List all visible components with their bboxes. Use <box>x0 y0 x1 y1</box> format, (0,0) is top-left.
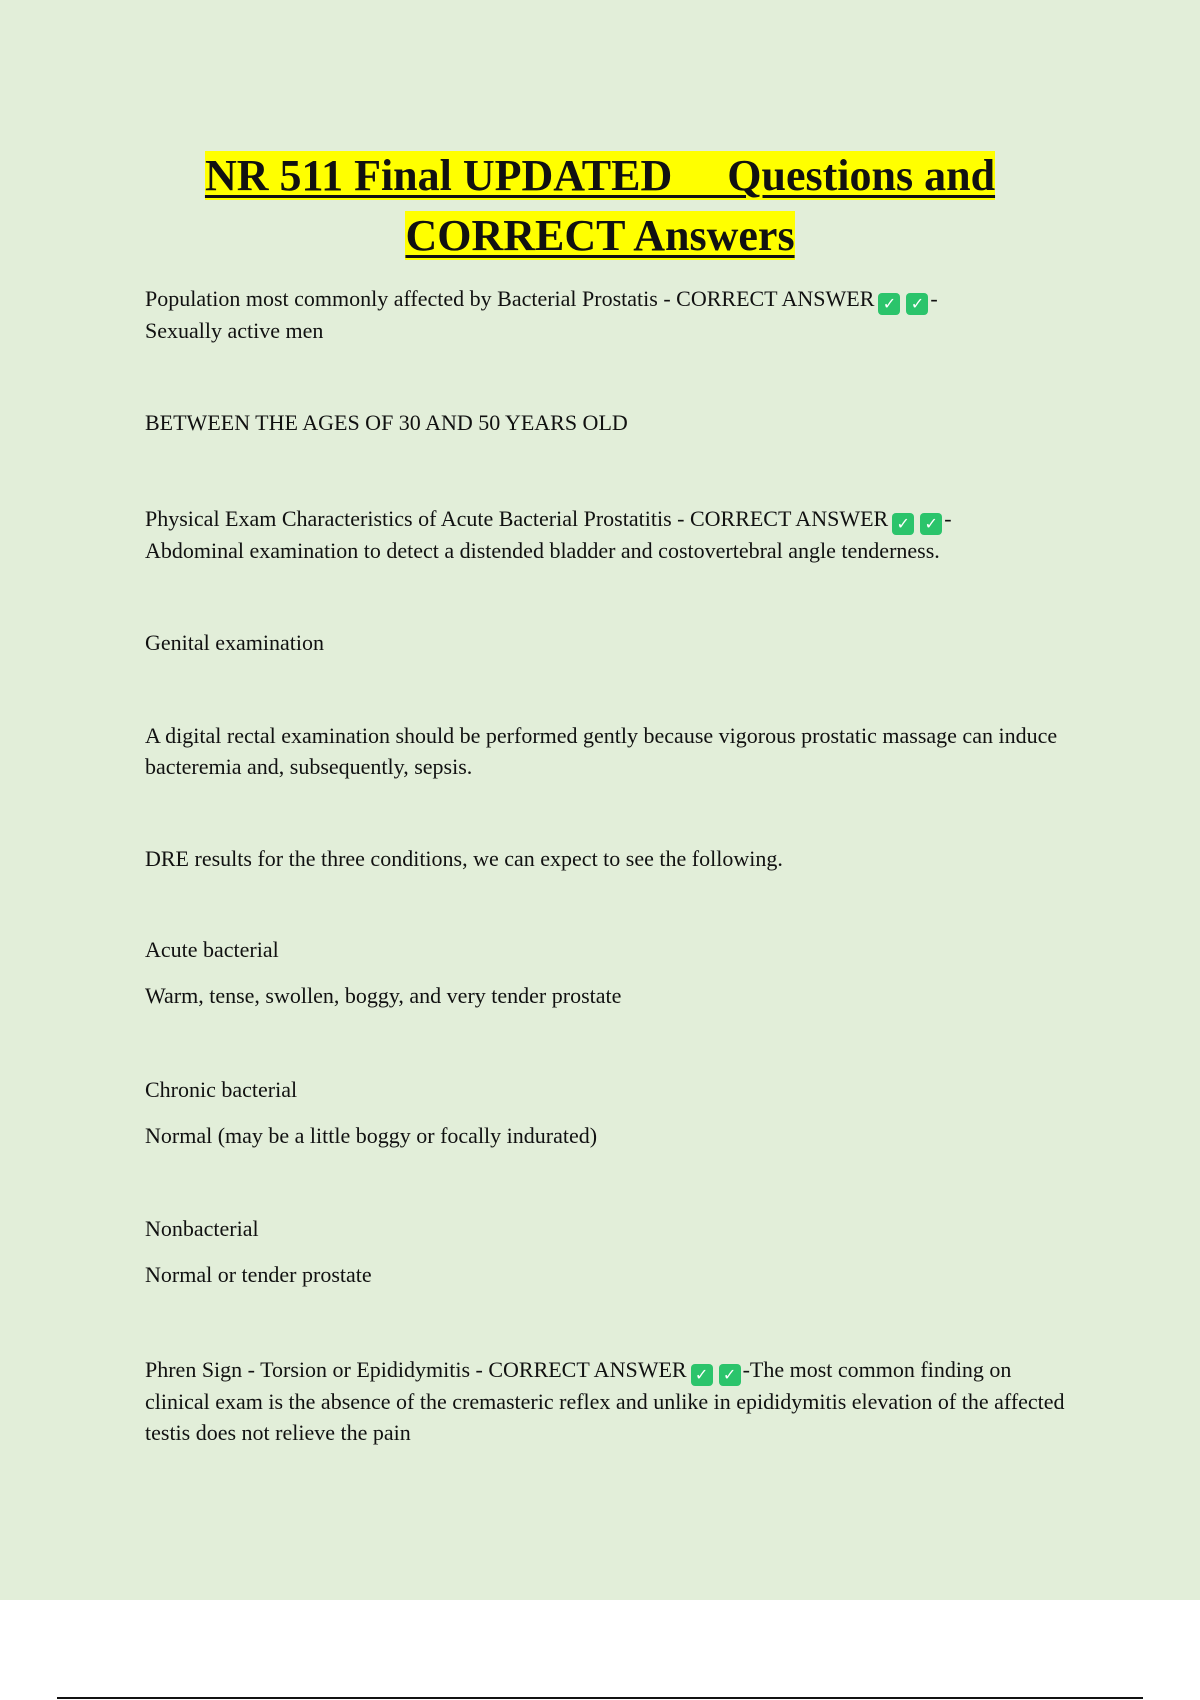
condition-heading: Chronic bacterial <box>145 1077 298 1102</box>
check-mark-icon: ✓ <box>691 1364 713 1386</box>
condition-heading: Nonbacterial <box>145 1216 259 1241</box>
condition-heading: Acute bacterial <box>145 937 279 962</box>
question-paragraph <box>145 283 1080 346</box>
check-mark-icon: ✓ <box>920 513 942 535</box>
body-paragraph: BETWEEN THE AGES OF 30 AND 50 YEARS OLD <box>145 410 628 435</box>
check-mark-icon: ✓ <box>906 293 928 315</box>
condition-finding: Normal (may be a little boggy or focally indurated) <box>145 1123 598 1148</box>
title-line-1: NR 511 Final UPDATED Questions and <box>204 151 996 200</box>
document-title <box>0 146 1200 266</box>
footer-divider <box>57 1697 1143 1699</box>
title-line-2: CORRECT Answers <box>405 211 795 260</box>
check-mark-icon: ✓ <box>719 1364 741 1386</box>
check-mark-icon: ✓ <box>892 513 914 535</box>
answer-text: Abdominal examination to detect a distended bladder and costovertebral angle tenderness. <box>145 538 940 563</box>
answer-text: Sexually active men <box>145 318 324 343</box>
question-paragraph <box>145 1354 1080 1448</box>
condition-finding: Warm, tense, swollen, boggy, and very tender prostate <box>145 983 622 1008</box>
question-text: Physical Exam Characteristics of Acute Bacterial Prostatitis - CORRECT ANSWER <box>145 506 889 531</box>
question-text: Population most commonly affected by Bacterial Prostatis - CORRECT ANSWER <box>145 286 875 311</box>
question-paragraph <box>145 503 1080 566</box>
answer-text: -The most common finding on clinical exam is the absence of the cremasteric reflex and unlike in epididymitis elevation of the affected testis does not relieve the pain <box>145 1357 1065 1445</box>
answer-dash: - <box>930 286 938 311</box>
answer-dash: - <box>944 506 952 531</box>
body-paragraph: A digital rectal examination should be performed gently because vigorous prostatic massage can induce bacteremia and, subsequently, sepsis. <box>145 723 1058 779</box>
body-paragraph: Genital examination <box>145 630 324 655</box>
body-paragraph: DRE results for the three conditions, we can expect to see the following. <box>145 846 783 871</box>
check-mark-icon: ✓ <box>878 293 900 315</box>
condition-finding: Normal or tender prostate <box>145 1262 372 1287</box>
question-text: Phren Sign - Torsion or Epididymitis - CORRECT ANSWER <box>145 1357 687 1382</box>
